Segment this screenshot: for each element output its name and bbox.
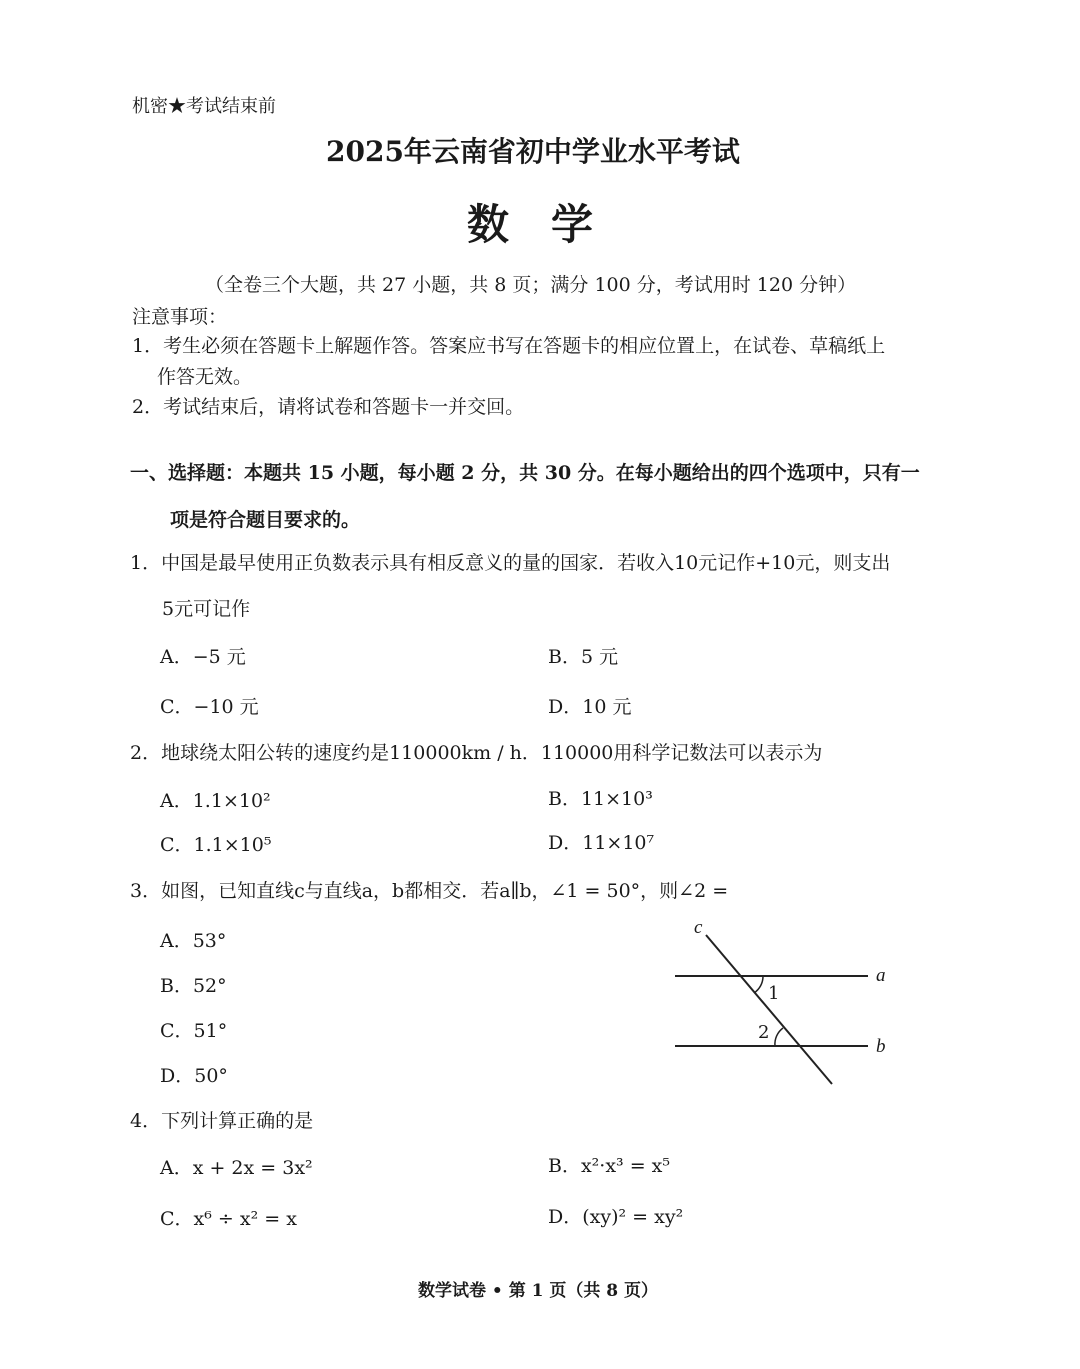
option-c: C．51°: [160, 1020, 228, 1042]
exam-title: 2025年云南省初中学业水平考试: [326, 135, 740, 168]
option-c: C．−10 元: [160, 696, 259, 718]
question-3-stem: 3．如图，已知直线c与直线a，b都相交．若a∥b，∠1 = 50°，则∠2 =: [130, 880, 729, 902]
label-angle-1: 1: [768, 983, 780, 1004]
option-a: A．−5 元: [160, 646, 246, 668]
section-heading-cont: 项是符合题目要求的。: [170, 509, 361, 531]
option-d: D．11×10⁷: [548, 832, 655, 854]
option-a: A．x + 2x = 3x²: [160, 1157, 313, 1179]
option-c: C．x⁶ ÷ x² = x: [160, 1208, 297, 1230]
line-c: [706, 935, 832, 1084]
label-b: b: [876, 1036, 886, 1057]
question-1-stem: 1．中国是最早使用正负数表示具有相反意义的量的国家．若收入10元记作+10元，则支出: [130, 552, 891, 574]
option-c: C．1.1×10⁵: [160, 834, 272, 856]
label-c: c: [694, 917, 703, 938]
label-a: a: [876, 965, 886, 986]
note-item: 1．考生必须在答题卡上解题作答。答案应书写在答题卡的相应位置上，在试卷、草稿纸上: [132, 335, 886, 357]
option-d: D．(xy)² = xy²: [548, 1206, 684, 1228]
angle-1-arc: [754, 976, 763, 993]
option-d: D．10 元: [548, 696, 632, 718]
section-heading: 一、选择题：本题共 15 小题，每小题 2 分，共 30 分。在每小题给出的四个选项中，只有一: [130, 462, 920, 484]
option-b: B．5 元: [548, 646, 619, 668]
note-item: 2．考试结束后，请将试卷和答题卡一并交回。: [132, 396, 525, 418]
option-a: A．53°: [160, 930, 227, 952]
option-b: B．11×10³: [548, 788, 653, 810]
option-a: A．1.1×10²: [160, 790, 271, 812]
notes-heading: 注意事项：: [132, 306, 228, 328]
angle-2-arc: [775, 1028, 783, 1046]
label-angle-2: 2: [758, 1022, 770, 1043]
page-footer: 数学试卷 • 第 1 页（共 8 页）: [418, 1281, 659, 1301]
subject-title: 数 学: [467, 200, 594, 249]
option-d: D．50°: [160, 1065, 228, 1087]
option-b: B．x²·x³ = x⁵: [548, 1155, 670, 1177]
question-2-stem: 2．地球绕太阳公转的速度约是110000km / h．110000用科学记数法可以表示为: [130, 742, 823, 764]
option-b: B．52°: [160, 975, 227, 997]
question-1-stem-cont: 5元可记作: [162, 598, 251, 620]
confidential-label: 机密★考试结束前: [132, 96, 276, 117]
note-item: 作答无效。: [132, 366, 253, 388]
exam-info: （全卷三个大题，共 27 小题，共 8 页；满分 100 分，考试用时 120 分钟）: [205, 274, 857, 296]
question-4-stem: 4．下列计算正确的是: [130, 1110, 314, 1132]
